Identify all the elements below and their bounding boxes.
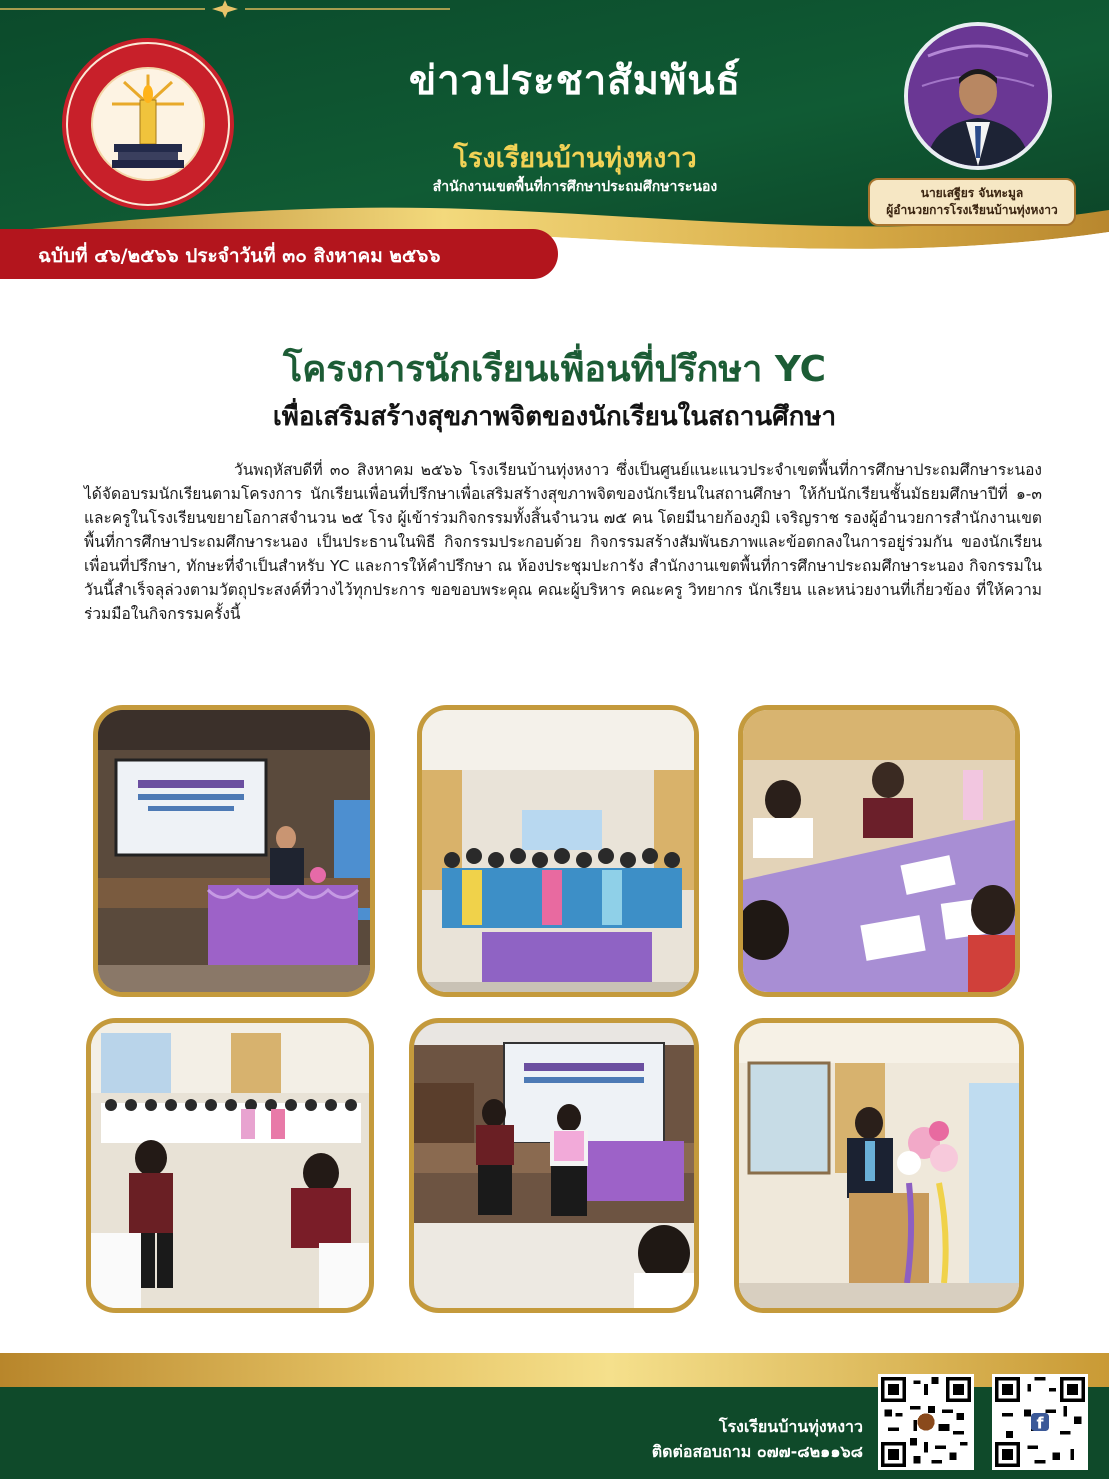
director-badge xyxy=(868,178,1076,226)
article-title: โครงการนักเรียนเพื่อนที่ปรึกษา YC xyxy=(282,349,827,390)
photo-6-speaker-at-podium xyxy=(734,1018,1024,1313)
school-name: โรงเรียนบ้านทุ่งหงาว xyxy=(453,143,697,174)
qr-code-icon[interactable] xyxy=(878,1374,974,1470)
office-name: สำนักงานเขตพื้นที่การศึกษาประถมศึกษาระนอง xyxy=(432,179,718,195)
newsletter-title: ข่าวประชาสัมพันธ์ xyxy=(408,58,742,104)
school-logo-icon xyxy=(62,38,234,210)
issue-bar xyxy=(0,229,558,279)
photo-5-students-presenting xyxy=(409,1018,699,1313)
article-subtitle: เพื่อเสริมสร้างสุขภาพจิตของนักเรียนในสถานศึกษา xyxy=(272,402,837,432)
footer-school-name: โรงเรียนบ้านทุ่งหงาว xyxy=(718,1417,863,1436)
director-portrait xyxy=(904,22,1052,170)
photo-3-students-writing xyxy=(738,705,1020,997)
ornament-divider-icon xyxy=(0,0,450,18)
director-name: นายเสฐียร จันทะมูล xyxy=(920,186,1024,200)
qr-code-icon[interactable] xyxy=(992,1374,1088,1470)
director-title: ผู้อำนวยการโรงเรียนบ้านทุ่งหงาว xyxy=(886,203,1058,217)
header xyxy=(0,0,1109,330)
footer-contact: ติดต่อสอบถาม ๐๗๗-๘๒๑๑๖๘ xyxy=(651,1442,863,1461)
article-body: วันพฤหัสบดีที่ ๓๐ สิงหาคม ๒๕๖๖ โรงเรียนบ้านทุ่งหงาว ซึ่งเป็นศูนย์แนะแนวประจำเขตพื้นที่การศึกษาประถมศึกษาระนอง ได้จัดอบรมนักเรียนตามโครงการ นักเรียนเพื่อนที่ปรึกษาเพื่อเสริมสร้างสุขภาพจิตของนักเรียนในสถานศึกษา ให้กับนักเรียนชั้นมัธยมศึกษาปีที่ ๑-๓ และครูในโรงเรียนขยายโอกาสจำนวน ๒๕ โรง ผู้เข้าร่วมกิจกรรมทั้งสิ้นจำนวน ๗๕ คน โดยมีนายก้องภูมิ เจริญราช รองผู้อำนวยการสำนักงานเขตพื้นที่การศึกษาประถมศึกษาระนอง เป็นประธานในพิธี กิจกรรมประกอบด้วย กิจกรรมสร้างสัมพันธภาพและข้อตกลงในการอยู่ร่วมกัน ของนักเรียนเพื่อนที่ปรึกษา, ทักษะที่จำเป็นสำหรับ YC และการให้คำปรึกษา ณ ห้องประชุมปะการัง สำนักงานเขตพื้นที่การศึกษาประถมศึกษาระนอง กิจกรรมในวันนี้สำเร็จลุล่วงตามวัตถุประสงค์ที่วางไว้ทุกประการ ขอขอบพระคุณ คณะผู้บริหาร คณะครู วิทยากร นักเรียน และหน่วยงานที่เกี่ยวข้อง ที่ให้ความร่วมมือในกิจกรรมครั้งนี้ xyxy=(84,461,1042,623)
svg-text:f: f xyxy=(1036,1413,1044,1433)
issue-number: ฉบับที่ ๔๖/๒๕๖๖ ประจำวันที่ ๓๐ สิงหาคม ๒๕๖๖ xyxy=(38,245,441,267)
photo-1-presenter-at-table xyxy=(93,705,375,997)
photo-4-students-circle xyxy=(86,1018,374,1313)
photo-2-group-photo xyxy=(417,705,699,997)
